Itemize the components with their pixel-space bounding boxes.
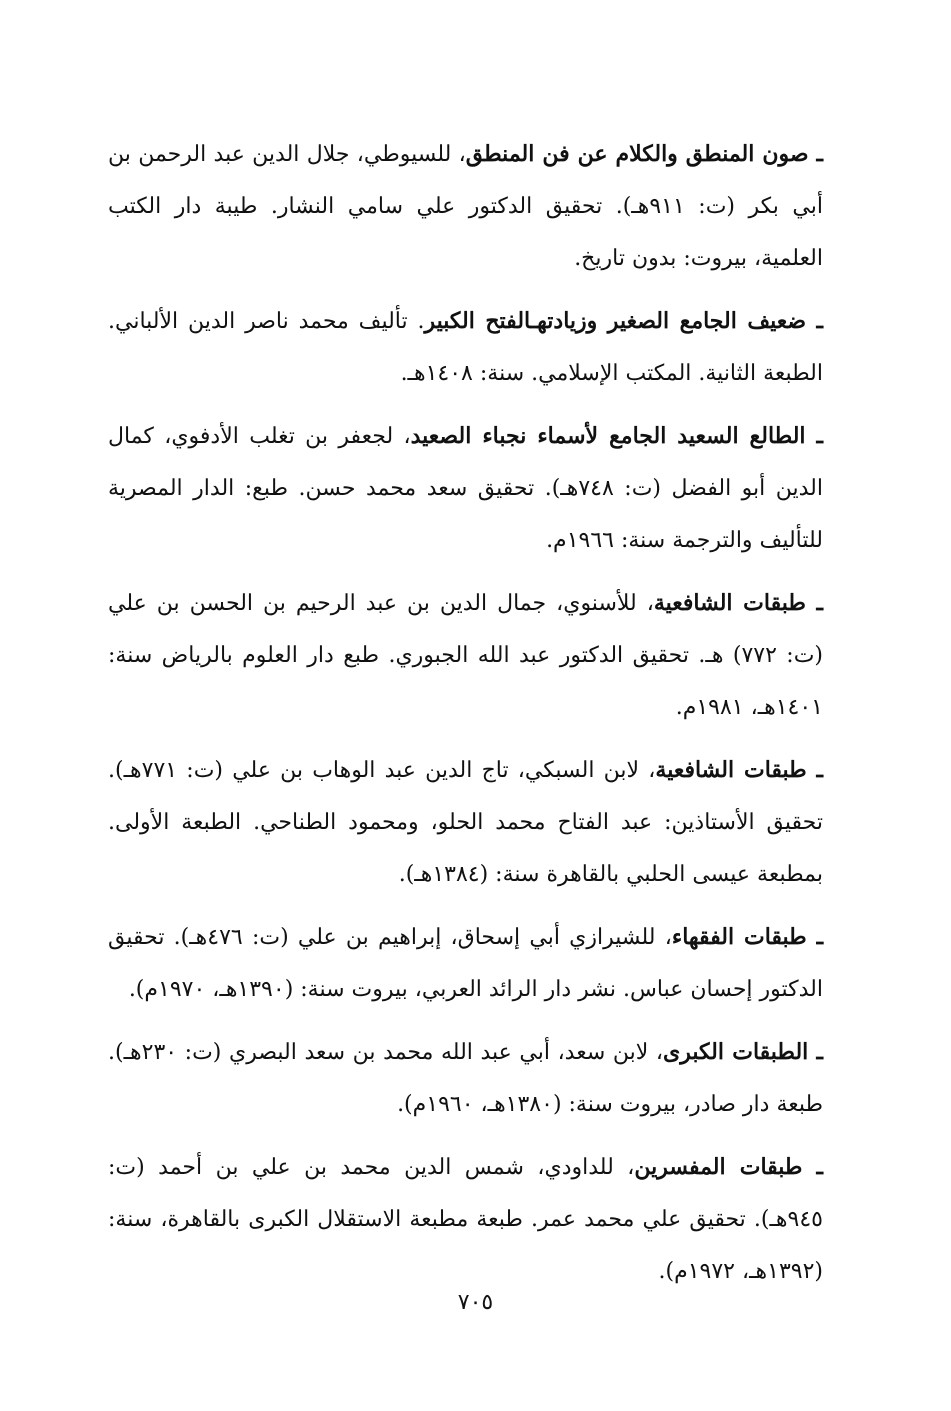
bibliography-entry bbox=[108, 1026, 823, 1131]
entry-body: ، للداودي، شمس الدين محمد بن علي بن أحمد (ت: ٩٤٥هـ). تحقيق علي محمد عمر. طبعة مطبعة الاستقلال الكبرى بالقاهرة، سنة: (١٣٩٢هـ، ١٩٧٢م). bbox=[108, 1155, 823, 1284]
bibliography-entry bbox=[108, 1141, 823, 1298]
entry-title: ـ صون المنطق والكلام عن فن المنطق bbox=[465, 141, 823, 167]
entry-body: ، لجعفر بن تغلب الأدفوي، كمال الدين أبو الفضل (ت: ٧٤٨هـ). تحقيق سعد محمد حسن. طبع: الدار المصرية للتأليف والترجمة سنة: ١٩٦٦م. bbox=[108, 424, 823, 553]
entry-body: ، للأسنوي، جمال الدين بن عبد الرحيم بن الحسن بن علي (ت: ٧٧٢) هـ. تحقيق الدكتور عبد الله الجبوري. طبع دار العلوم بالرياض سنة: ١٤٠١هـ، ١٩٨١م. bbox=[108, 591, 823, 720]
bibliography-entry bbox=[108, 410, 823, 567]
bibliography-entry bbox=[108, 911, 823, 1016]
entry-title: ـ ضعيف الجامع الصغير وزيادتهـالفتح الكبير bbox=[424, 308, 823, 334]
entry-body: ، لابن سعد، أبي عبد الله محمد بن سعد البصري (ت: ٢٣٠هـ). طبعة دار صادر، بيروت سنة: (١٣٨٠هـ، ١٩٦٠م). bbox=[108, 1040, 823, 1117]
entry-title: ـ طبقات المفسرين bbox=[634, 1154, 823, 1180]
entry-body: ، للسيوطي، جلال الدين عبد الرحمن بن أبي بكر (ت: ٩١١هـ). تحقيق الدكتور علي سامي النشار. طيبة دار الكتب العلمية، بيروت: بدون تاريخ. bbox=[108, 142, 823, 271]
entry-title: ـ الطبقات الكبرى bbox=[663, 1039, 823, 1065]
bibliography-entry bbox=[108, 128, 823, 285]
entry-body: . تأليف محمد ناصر الدين الألباني. الطبعة الثانية. المكتب الإسلامي. سنة: ١٤٠٨هـ. bbox=[108, 309, 823, 386]
bibliography-entry bbox=[108, 744, 823, 901]
entry-title: ـ طبقات الشافعية bbox=[653, 590, 823, 616]
entry-body: ، لابن السبكي، تاج الدين عبد الوهاب بن علي (ت: ٧٧١هـ). تحقيق الأستاذين: عبد الفتاح محمد الحلو، ومحمود الطناحي. الطبعة الأولى. بمطبعة عيسى الحلبي بالقاهرة سنة: (١٣٨٤هـ). bbox=[108, 758, 823, 887]
bibliography-list bbox=[108, 128, 823, 1308]
bibliography-entry bbox=[108, 577, 823, 734]
entry-title: ـ الطالع السعيد الجامع لأسماء نجباء الصعيد bbox=[410, 423, 823, 449]
entry-body: ، للشيرازي أبي إسحاق، إبراهيم بن علي (ت: ٤٧٦هـ). تحقيق الدكتور إحسان عباس. نشر دار الرائد العربي، بيروت سنة: (١٣٩٠هـ، ١٩٧٠م). bbox=[108, 925, 823, 1002]
entry-title: ـ طبقات الفقهاء bbox=[671, 924, 824, 950]
bibliography-entry bbox=[108, 295, 823, 400]
entry-title: ـ طبقات الشافعية bbox=[655, 757, 823, 783]
page-number: ٧٠٥ bbox=[457, 1290, 494, 1315]
